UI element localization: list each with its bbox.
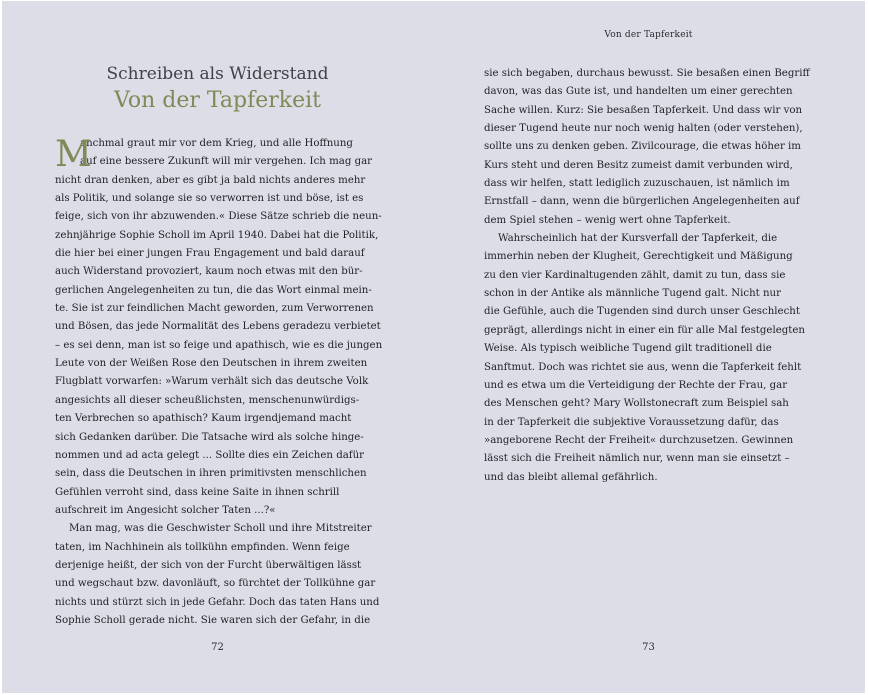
- text-line: und wegschaut bzw. davonläuft, so fürchtet der Tollkühne gar: [55, 578, 376, 590]
- right-page-body: [484, 65, 817, 487]
- text-line: auf eine bessere Zukunft will mir vergehen. Ich mag gar: [80, 156, 373, 168]
- text-line: auch Widerstand provoziert, kaum noch etwas mit den bür-: [55, 266, 363, 278]
- page-number: 72: [211, 642, 224, 653]
- text-line: Sophie Scholl gerade nicht. Sie waren sich der Gefahr, in die: [55, 614, 371, 626]
- text-line: zehnjährige Sophie Scholl im April 1940. Dabei hat die Politik,: [55, 229, 379, 241]
- text-line: derjenige heißt, der sich von der Furcht überwältigen lässt: [55, 559, 362, 571]
- text-line: geprägt, allerdings nicht in einer ein für alle Mal festgelegten: [484, 324, 805, 336]
- text-line: taten, im Nachhinein als tollkühn empfinden. Wenn feige: [55, 541, 350, 553]
- text-line: anchmal graut mir vor dem Krieg, und alle Hoffnung: [80, 138, 353, 149]
- text-line: sollte uns zu denken geben. Zivilcourage, die etwas höher im: [484, 141, 801, 153]
- text-line: dem Spiel stehen – wenig wert ohne Tapferkeit.: [484, 214, 731, 226]
- text-line: nichts und stürzt sich in jede Gefahr. Doch das taten Hans und: [55, 596, 380, 608]
- text-line: des Menschen geht? Mary Wollstonecraft zum Beispiel sah: [484, 398, 789, 410]
- running-head: Von der Tapferkeit: [604, 30, 693, 40]
- text-line: aufschreit im Angesicht solcher Taten ...?«: [55, 504, 276, 516]
- text-line: te. Sie ist zur feindlichen Macht geworden, zum Verworrenen: [55, 303, 374, 315]
- text-line: dieser Tugend heute nur noch wenig halten (oder verstehen),: [484, 123, 803, 135]
- left-page: [2, 1, 433, 693]
- right-page: [433, 1, 864, 693]
- text-line: Flugblatt vorwarfen: »Warum verhält sich das deutsche Volk: [55, 376, 369, 388]
- text-line: Ernstfall – dann, wenn die bürgerlichen Angelegenheiten auf: [484, 196, 800, 208]
- chapter-kicker: Schreiben als Widerstand: [106, 64, 329, 84]
- text-line: Leute von der Weißen Rose den Deutschen in ihrem zweiten: [55, 358, 368, 370]
- drop-cap: M: [55, 134, 92, 175]
- text-line: zu den vier Kardinaltugenden zählt, damit zu tun, dass sie: [484, 269, 786, 281]
- text-line: nicht dran denken, aber es gibt ja bald nichts anderes mehr: [55, 174, 366, 186]
- text-line: lässt sich die Freiheit nämlich nur, wenn man sie einsetzt –: [484, 453, 790, 465]
- text-line: Sache willen. Kurz: Sie besaßen Tapferkeit. Und dass wir von: [484, 104, 803, 116]
- text-line: Wahrscheinlich hat der Kursverfall der Tapferkeit, die: [498, 233, 778, 245]
- text-line: Man mag, was die Geschwister Scholl und ihre Mitstreiter: [69, 523, 372, 535]
- book-spread: [2, 1, 865, 693]
- text-line: sein, dass die Deutschen in ihren primitivsten menschlichen: [55, 468, 367, 480]
- text-line: Weise. Als typisch weibliche Tugend gilt traditionell die: [484, 343, 772, 355]
- text-line: schon in der Antike als männliche Tugend galt. Nicht nur: [484, 288, 781, 300]
- text-line: die Gefühle, auch die Tugenden sind durch unser Geschlecht: [484, 306, 800, 318]
- text-line: und Bösen, das jede Normalität des Lebens geradezu verbietet: [55, 321, 381, 333]
- text-line: immerhin neben der Klugheit, Gerechtigkeit und Mäßigung: [484, 251, 793, 263]
- text-line: Gefühlen verroht sind, dass keine Saite in ihnen schrill: [55, 486, 340, 498]
- text-line: sie sich begaben, durchaus bewusst. Sie besaßen einen Begriff: [484, 68, 810, 79]
- chapter-title: Von der Tapferkeit: [114, 88, 321, 113]
- text-line: dass wir helfen, statt lediglich zuzuschauen, ist nämlich im: [484, 178, 790, 190]
- text-line: Kurs steht und deren Besitz zumeist damit verbunden wird,: [484, 159, 793, 171]
- text-line: nommen und ad acta gelegt ... Sollte dies ein Zeichen dafür: [55, 449, 364, 461]
- text-line: sich Gedanken darüber. Die Tatsache wird als solche hinge-: [55, 431, 364, 443]
- text-line: »angeborene Recht der Freiheit« durchzusetzen. Gewinnen: [484, 434, 794, 446]
- text-line: die hier bei einer jungen Frau Engagement und bald darauf: [55, 248, 365, 260]
- left-page-body: [55, 135, 385, 630]
- text-line: und es etwa um die Verteidigung der Rechte der Frau, gar: [484, 379, 788, 391]
- text-line: angesichts all dieser scheußlichsten, menschenunwürdigs-: [55, 394, 360, 406]
- text-line: ten Verbrechen so apathisch? Kaum irgendjemand macht: [55, 413, 352, 425]
- text-line: in der Tapferkeit die subjektive Voraussetzung dafür, das: [484, 416, 779, 428]
- text-line: gerlichen Angelegenheiten zu tun, die das Wort einmal mein-: [55, 284, 372, 296]
- page-number: 73: [642, 642, 655, 653]
- text-line: als Politik, und solange sie so verworren ist und böse, ist es: [55, 193, 364, 205]
- text-line: Sanftmut. Doch was richtet sie aus, wenn die Tapferkeit fehlt: [484, 361, 802, 373]
- text-line: feige, sich von ihr abzuwenden.« Diese Sätze schrieb die neun-: [55, 211, 382, 223]
- text-line: davon, was das Gute ist, und handelten um einer gerechten: [484, 86, 793, 98]
- text-line: und das bleibt allemal gefährlich.: [484, 471, 658, 483]
- text-line: – es sei denn, man ist so feige und apathisch, wie es die jungen: [55, 339, 383, 351]
